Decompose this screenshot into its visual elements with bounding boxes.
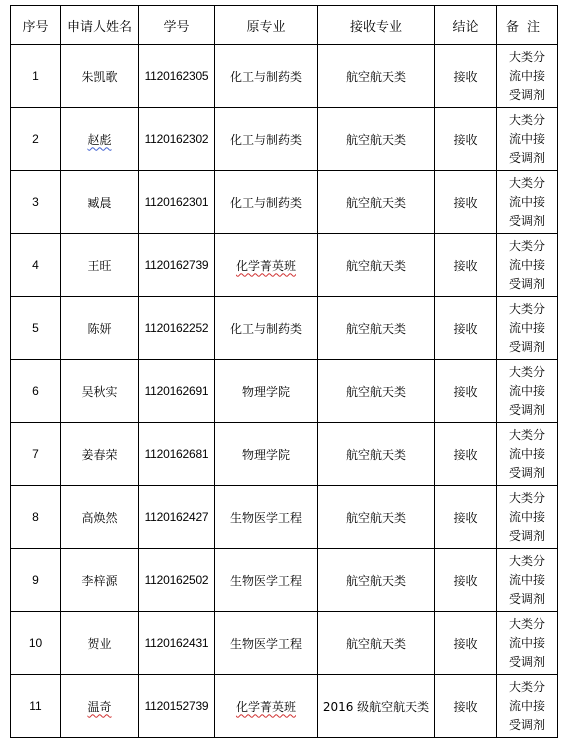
note-line: 流中接	[508, 257, 545, 272]
cell-seq: 4	[11, 234, 61, 297]
cell-seq: 7	[11, 423, 61, 486]
cell-receiving-major: 航空航天类	[318, 486, 435, 549]
cell-original-major: 化工与制药类	[215, 45, 318, 108]
cell-seq: 2	[11, 108, 61, 171]
table-row	[11, 234, 558, 297]
cell-result: 接收	[435, 612, 497, 675]
cell-seq: 1	[11, 45, 61, 108]
cell-student-id: 1120162252	[139, 297, 215, 360]
note-line: 大类分	[508, 679, 545, 694]
note-line: 大类分	[508, 238, 545, 253]
cell-seq: 3	[11, 171, 61, 234]
note-line: 大类分	[508, 49, 545, 64]
table-row	[11, 297, 558, 360]
note-line: 大类分	[508, 427, 545, 442]
cell-name: 陈妍	[61, 297, 139, 360]
note-line: 受调剂	[508, 339, 545, 354]
cell-result: 接收	[435, 423, 497, 486]
header-original-major: 原专业	[215, 6, 318, 45]
cell-original-major: 化工与制药类	[215, 171, 318, 234]
note-line: 受调剂	[508, 591, 545, 606]
note-line: 大类分	[508, 616, 545, 631]
cell-original-major: 化工与制药类	[215, 108, 318, 171]
note-line: 受调剂	[508, 213, 545, 228]
cell-result: 接收	[435, 675, 497, 738]
cell-student-id: 1120162301	[139, 171, 215, 234]
cell-student-id: 1120162502	[139, 549, 215, 612]
cell-name: 王旺	[61, 234, 139, 297]
table-row	[11, 612, 558, 675]
table-row	[11, 486, 558, 549]
note-line: 流中接	[508, 509, 545, 524]
cell-receiving-major: 航空航天类	[318, 108, 435, 171]
table-row	[11, 549, 558, 612]
cell-note	[497, 234, 558, 297]
note-line: 流中接	[508, 194, 545, 209]
note-line: 受调剂	[508, 465, 545, 480]
cell-original-major	[215, 675, 318, 738]
cell-original-major: 生物医学工程	[215, 486, 318, 549]
cell-seq: 11	[11, 675, 61, 738]
note-line: 流中接	[508, 131, 545, 146]
cell-original-major: 物理学院	[215, 360, 318, 423]
table-body	[11, 45, 558, 738]
cell-name-text: 温奇	[87, 699, 112, 714]
cell-note	[497, 171, 558, 234]
cell-receiving-major: 航空航天类	[318, 423, 435, 486]
cell-original-major: 物理学院	[215, 423, 318, 486]
cell-student-id: 1120152739	[139, 675, 215, 738]
cell-original-major: 化工与制药类	[215, 297, 318, 360]
cell-name: 贺业	[61, 612, 139, 675]
note-line: 流中接	[508, 446, 545, 461]
note-line: 大类分	[508, 112, 545, 127]
cell-seq: 10	[11, 612, 61, 675]
cell-result: 接收	[435, 171, 497, 234]
cell-result: 接收	[435, 45, 497, 108]
note-line: 受调剂	[508, 402, 545, 417]
cell-name	[61, 108, 139, 171]
cell-original-major-text: 化学菁英班	[235, 258, 296, 273]
cell-note	[497, 486, 558, 549]
cell-name	[61, 675, 139, 738]
cell-note	[497, 549, 558, 612]
cell-result: 接收	[435, 360, 497, 423]
cell-student-id: 1120162681	[139, 423, 215, 486]
cell-note	[497, 675, 558, 738]
cell-result: 接收	[435, 234, 497, 297]
note-line: 流中接	[508, 698, 545, 713]
cell-note	[497, 297, 558, 360]
note-line: 受调剂	[508, 528, 545, 543]
note-line: 大类分	[508, 175, 545, 190]
cell-note	[497, 423, 558, 486]
cell-note	[497, 612, 558, 675]
cell-receiving-major: 航空航天类	[318, 612, 435, 675]
table-row	[11, 675, 558, 738]
cell-name: 李梓源	[61, 549, 139, 612]
header-row	[11, 6, 558, 45]
table-row	[11, 45, 558, 108]
table-row	[11, 423, 558, 486]
note-line: 流中接	[508, 635, 545, 650]
cell-receiving-major: 航空航天类	[318, 549, 435, 612]
cell-original-major: 生物医学工程	[215, 612, 318, 675]
table-row	[11, 108, 558, 171]
header-note: 备注	[497, 6, 558, 45]
note-line: 大类分	[508, 364, 545, 379]
note-line: 流中接	[508, 383, 545, 398]
note-line: 受调剂	[508, 717, 545, 732]
cell-student-id: 1120162691	[139, 360, 215, 423]
header-receiving-major: 接收专业	[318, 6, 435, 45]
cell-student-id: 1120162431	[139, 612, 215, 675]
note-line: 受调剂	[508, 150, 545, 165]
cell-receiving-major: 航空航天类	[318, 297, 435, 360]
cell-original-major	[215, 234, 318, 297]
transfer-table	[10, 5, 558, 738]
cell-note	[497, 108, 558, 171]
cell-result: 接收	[435, 549, 497, 612]
note-line: 受调剂	[508, 87, 545, 102]
cell-original-major: 生物医学工程	[215, 549, 318, 612]
header-student-id: 学号	[139, 6, 215, 45]
cell-seq: 9	[11, 549, 61, 612]
cell-student-id: 1120162739	[139, 234, 215, 297]
cell-seq: 5	[11, 297, 61, 360]
cell-receiving-major: 航空航天类	[318, 234, 435, 297]
cell-note	[497, 45, 558, 108]
table-row	[11, 360, 558, 423]
note-line: 受调剂	[508, 654, 545, 669]
note-line: 流中接	[508, 320, 545, 335]
note-line: 受调剂	[508, 276, 545, 291]
cell-receiving-major: 2016 级航空航天类	[318, 675, 435, 738]
cell-name-text: 赵彪	[87, 132, 112, 147]
note-line: 大类分	[508, 301, 545, 316]
cell-seq: 8	[11, 486, 61, 549]
table-row	[11, 171, 558, 234]
cell-student-id: 1120162427	[139, 486, 215, 549]
note-line: 大类分	[508, 553, 545, 568]
header-seq: 序号	[11, 6, 61, 45]
cell-receiving-major: 航空航天类	[318, 45, 435, 108]
cell-name: 臧晨	[61, 171, 139, 234]
cell-original-major-text: 化学菁英班	[235, 699, 296, 714]
cell-name: 高焕然	[61, 486, 139, 549]
cell-student-id: 1120162302	[139, 108, 215, 171]
header-result: 结论	[435, 6, 497, 45]
cell-student-id: 1120162305	[139, 45, 215, 108]
cell-receiving-major: 航空航天类	[318, 171, 435, 234]
cell-note	[497, 360, 558, 423]
cell-name: 朱凯歌	[61, 45, 139, 108]
note-line: 流中接	[508, 68, 545, 83]
cell-receiving-major: 航空航天类	[318, 360, 435, 423]
header-name: 申请人姓名	[61, 6, 139, 45]
cell-seq: 6	[11, 360, 61, 423]
cell-result: 接收	[435, 486, 497, 549]
cell-result: 接收	[435, 108, 497, 171]
cell-name: 姜春荣	[61, 423, 139, 486]
cell-result: 接收	[435, 297, 497, 360]
cell-name: 吴秋实	[61, 360, 139, 423]
note-line: 大类分	[508, 490, 545, 505]
note-line: 流中接	[508, 572, 545, 587]
